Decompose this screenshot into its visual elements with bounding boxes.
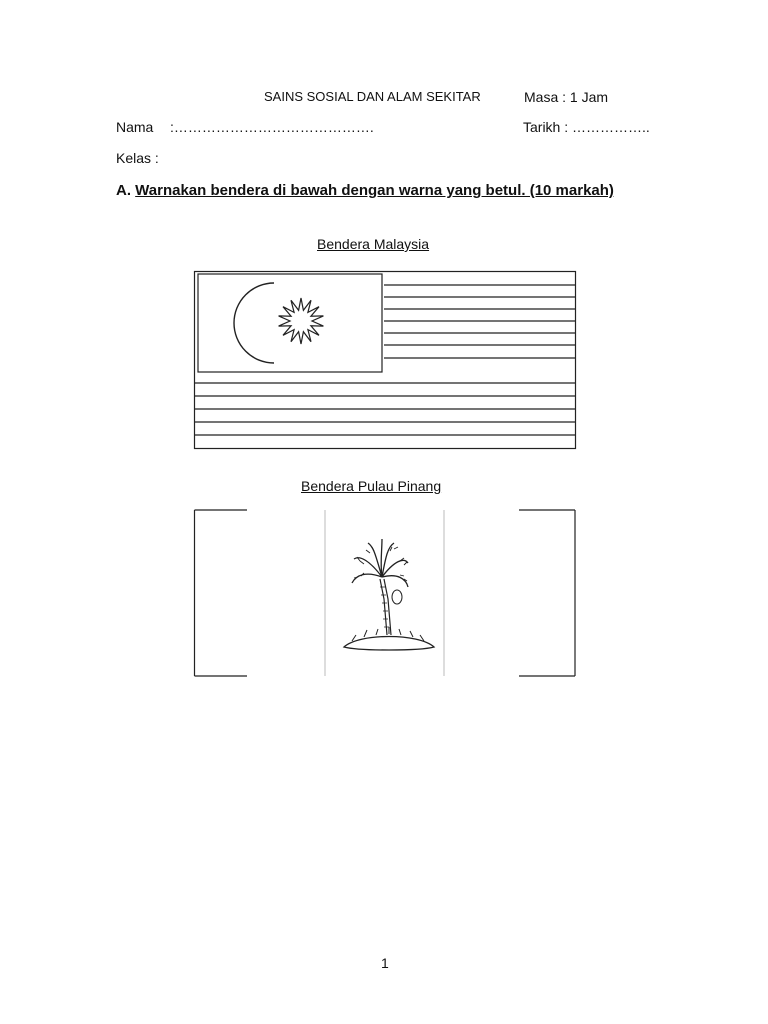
- duration-label: Masa : 1 Jam: [524, 89, 609, 105]
- class-label[interactable]: Kelas :: [116, 150, 159, 166]
- page-number: 1: [381, 955, 389, 971]
- section-a-prefix: A.: [116, 182, 131, 199]
- name-field[interactable]: :…………………………………….: [170, 119, 374, 135]
- subject-title: SAINS SOSIAL DAN ALAM SEKITAR: [264, 89, 481, 104]
- caption-malaysia-flag: Bendera Malaysia: [317, 236, 430, 252]
- date-field[interactable]: Tarikh : ……………..: [523, 119, 650, 135]
- section-a-instruction: [116, 180, 652, 202]
- caption-penang-flag: Bendera Pulau Pinang: [301, 478, 442, 494]
- penang-flag-outline-icon: [194, 509, 576, 677]
- malaysia-flag-outline-icon: [194, 271, 576, 451]
- name-label: Nama: [116, 119, 154, 135]
- section-a-text: Warnakan bendera di bawah dengan warna yang betul. (10 markah): [135, 182, 614, 199]
